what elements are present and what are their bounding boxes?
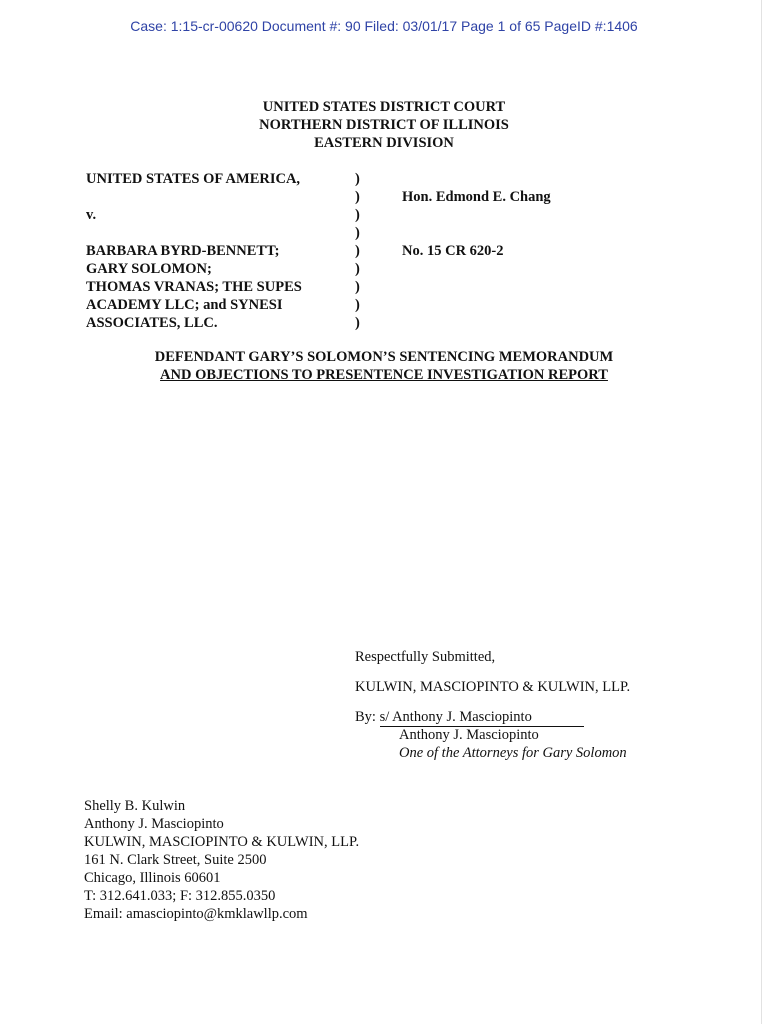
signature-line: [355, 708, 630, 726]
case-parties: [86, 170, 326, 332]
court-heading: [0, 98, 768, 152]
contact-line: KULWIN, MASCIOPINTO & KULWIN, LLP.: [84, 834, 360, 850]
by-label: By:: [355, 709, 380, 725]
defendant-line: THOMAS VRANAS; THE SUPES: [86, 279, 302, 295]
versus: v.: [86, 207, 97, 223]
contact-line: Chicago, Illinois 60601: [84, 870, 221, 886]
document-title: [0, 348, 768, 384]
attorney-contact-block: [84, 797, 359, 923]
plaintiff: UNITED STATES OF AMERICA,: [86, 171, 301, 187]
title-line-2: AND OBJECTIONS TO PRESENTENCE INVESTIGATION REPORT: [160, 367, 608, 383]
defendant-line: GARY SOLOMON;: [86, 261, 212, 277]
caption-parentheses: ) ) ) ) ) ) ) ) ): [355, 171, 360, 331]
page-edge: [761, 0, 762, 1024]
closing: Respectfully Submitted,: [355, 649, 496, 665]
case-number: No. 15 CR 620-2: [402, 243, 504, 259]
court-name: UNITED STATES DISTRICT COURT: [262, 99, 506, 115]
electronic-signature: s/ Anthony J. Masciopinto: [380, 708, 584, 727]
judge-name: Hon. Edmond E. Chang: [402, 189, 551, 205]
firm-name: KULWIN, MASCIOPINTO & KULWIN, LLP.: [355, 679, 631, 695]
contact-line: Shelly B. Kulwin: [84, 798, 186, 814]
contact-line: 161 N. Clark Street, Suite 2500: [84, 852, 267, 868]
contact-line: Anthony J. Masciopinto: [84, 816, 224, 832]
filing-stamp: Case: 1:15-cr-00620 Document #: 90 Filed: 03/01/17 Page 1 of 65 PageID #:1406: [130, 18, 638, 34]
defendant-line: ASSOCIATES, LLC.: [86, 315, 218, 331]
court-district: NORTHERN DISTRICT OF ILLINOIS: [259, 117, 509, 133]
contact-email: Email: amasciopinto@kmklawllp.com: [84, 906, 308, 922]
contact-line: T: 312.641.033; F: 312.855.0350: [84, 888, 276, 904]
signature-block: [355, 648, 630, 762]
signer-role: One of the Attorneys for Gary Solomon: [399, 745, 627, 761]
court-division: EASTERN DIVISION: [314, 135, 454, 151]
defendant-line: BARBARA BYRD-BENNETT;: [86, 243, 280, 259]
signer-name: Anthony J. Masciopinto: [399, 727, 539, 743]
title-line-1: DEFENDANT GARY’S SOLOMON’S SENTENCING MEMORANDUM: [154, 349, 614, 365]
defendant-line: ACADEMY LLC; and SYNESI: [86, 297, 283, 313]
